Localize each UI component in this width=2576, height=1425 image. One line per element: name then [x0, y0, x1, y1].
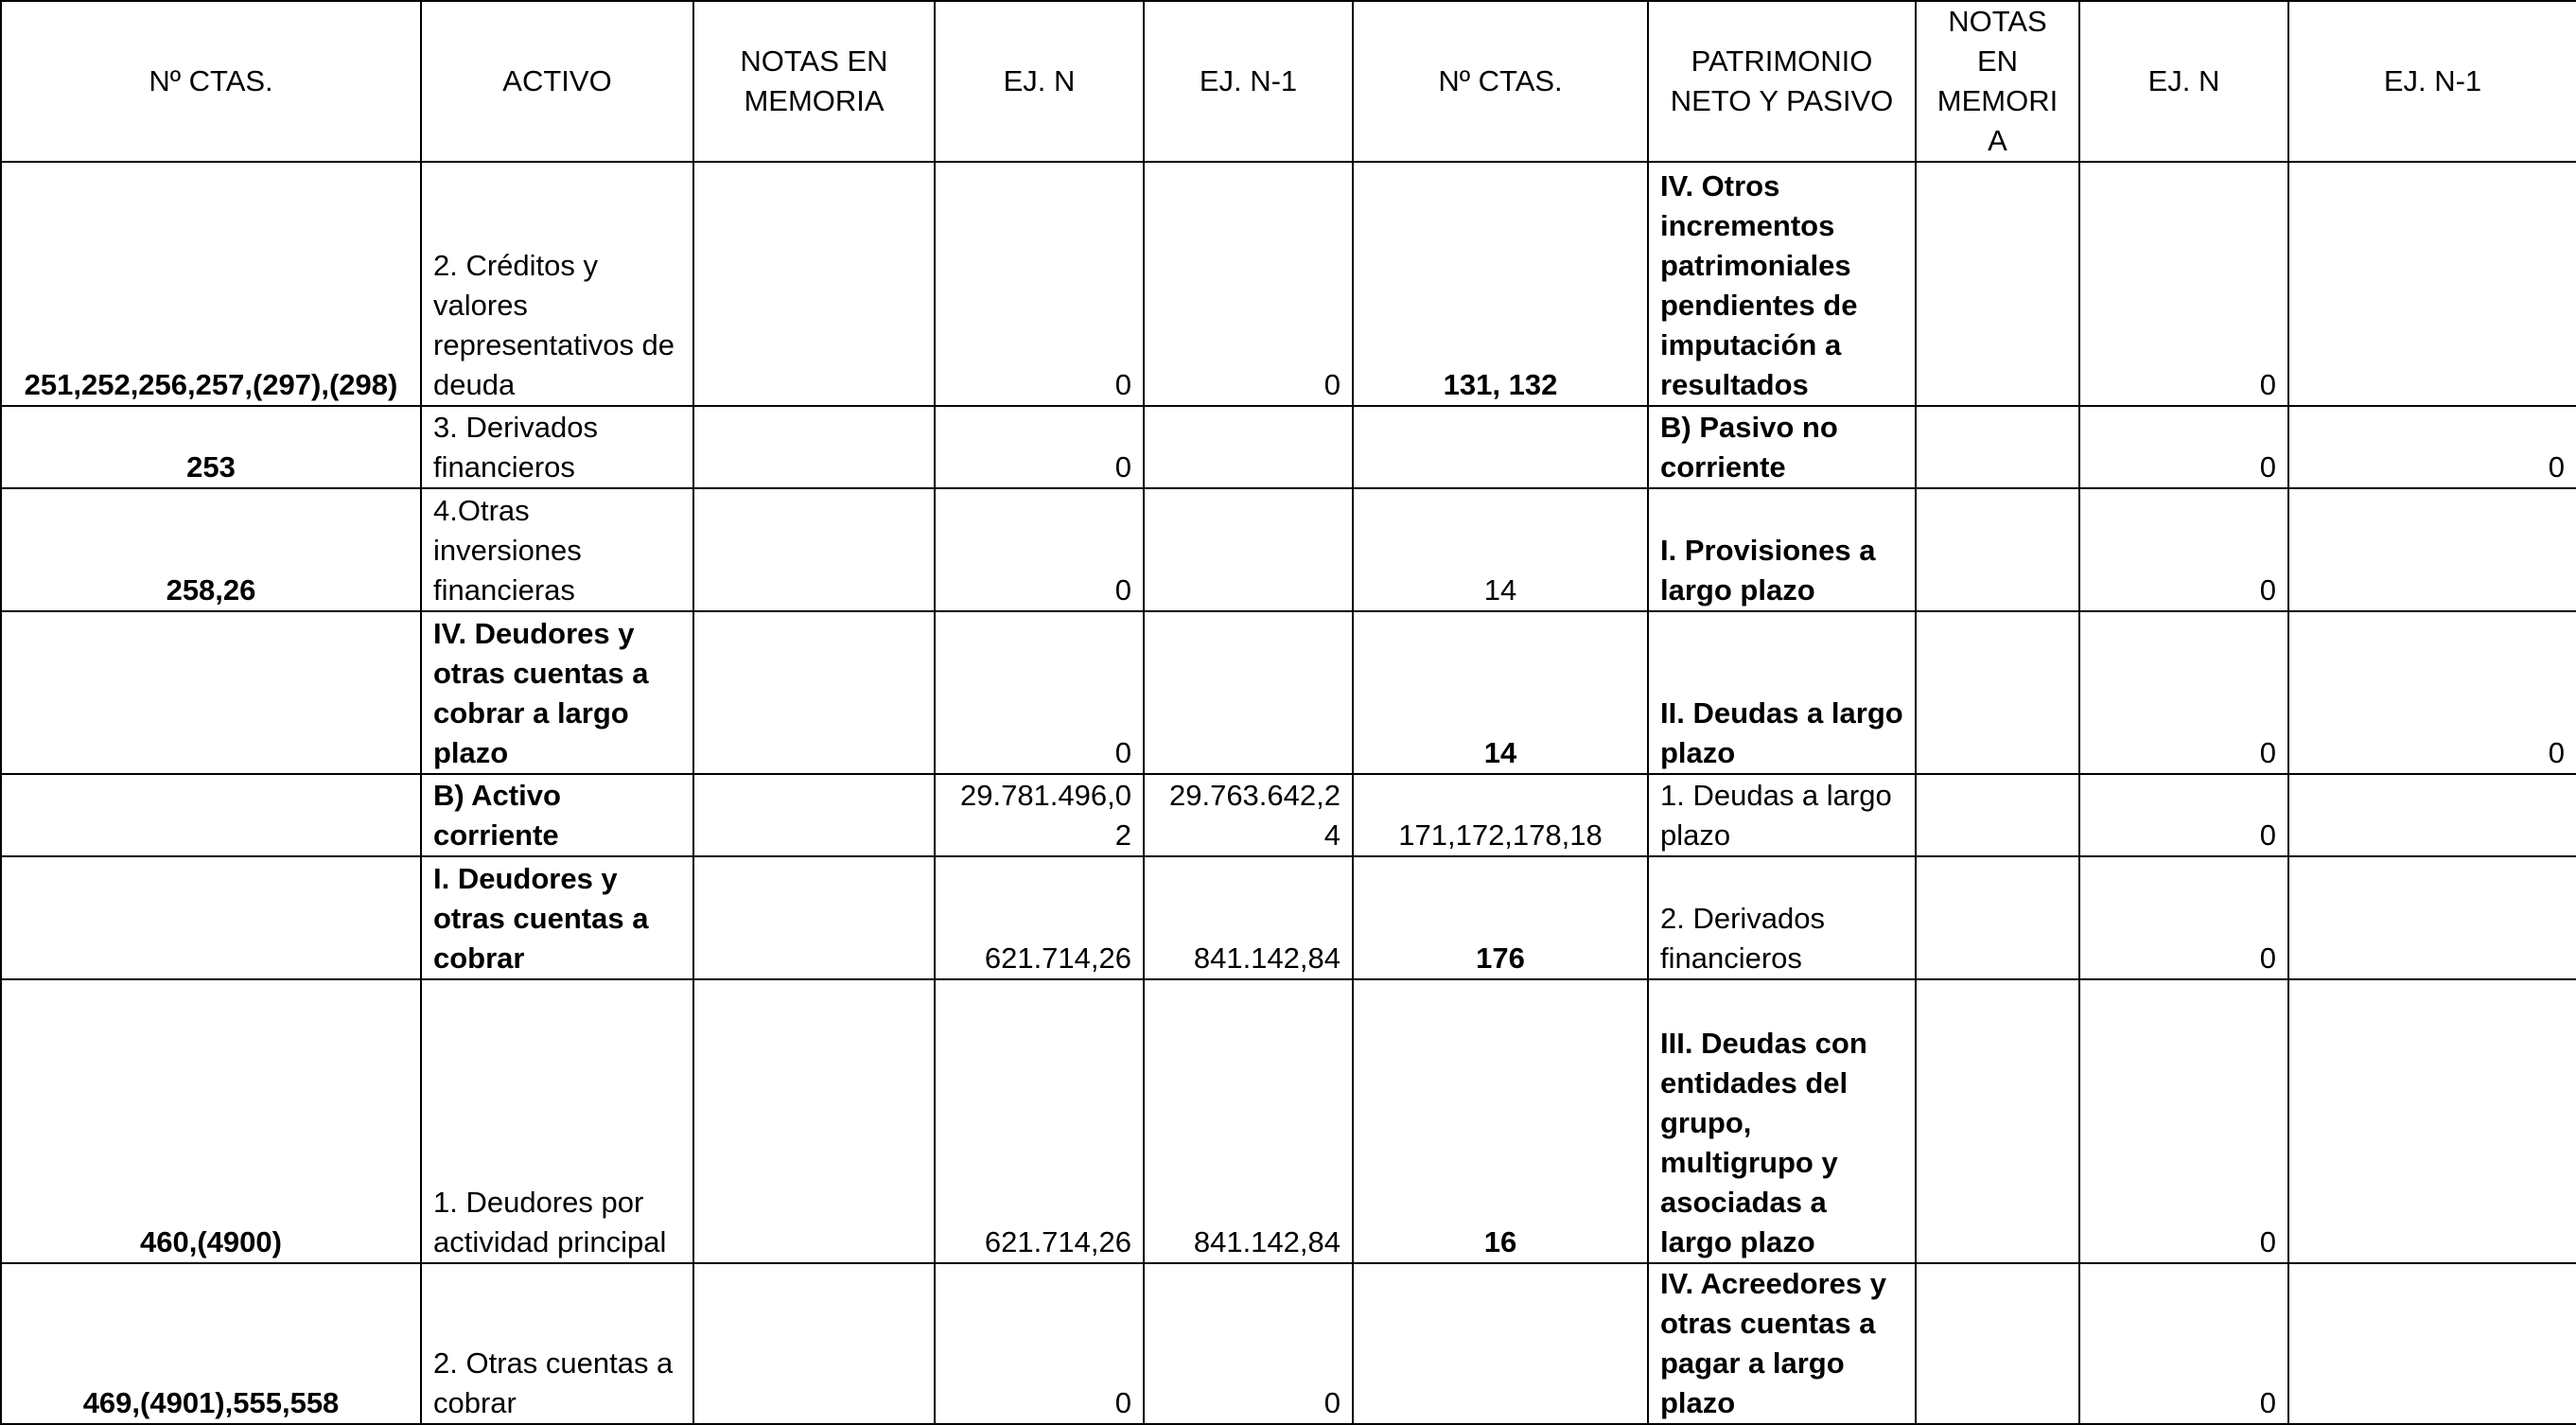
ej-n-activo-cell: 0 [935, 162, 1144, 406]
pasivo-label-cell: B) Pasivo no corriente [1648, 406, 1916, 488]
activo-label-cell: 3. Derivados financieros [421, 406, 693, 488]
ej-n-pasivo-cell: 0 [2079, 979, 2288, 1263]
notas-activo-cell [693, 774, 935, 856]
notas-activo-cell [693, 406, 935, 488]
cuentas-pasivo-cell: 131, 132 [1353, 162, 1648, 406]
pasivo-label-cell: III. Deudas con entidades del grupo, multigrupo y asociadas a largo plazo [1648, 979, 1916, 1263]
table-row [1, 488, 2576, 611]
ej-n1-activo-cell: 29.763.642,24 [1144, 774, 1353, 856]
table-row [1, 406, 2576, 488]
ej-n1-pasivo-cell [2288, 774, 2576, 856]
header-notas-pasivo: NOTAS EN MEMORIA [1916, 1, 2079, 162]
table-row [1, 856, 2576, 979]
cuentas-activo-cell: 469,(4901),555,558 [1, 1263, 421, 1424]
cuentas-pasivo-cell: 176 [1353, 856, 1648, 979]
ej-n1-activo-cell: 0 [1144, 162, 1353, 406]
activo-label-cell: 2. Créditos y valores representativos de deuda [421, 162, 693, 406]
ej-n1-activo-cell: 841.142,84 [1144, 979, 1353, 1263]
notas-activo-cell [693, 979, 935, 1263]
notas-pasivo-cell [1916, 611, 2079, 774]
ej-n-pasivo-cell: 0 [2079, 406, 2288, 488]
pasivo-label-cell: IV. Acreedores y otras cuentas a pagar a largo plazo [1648, 1263, 1916, 1424]
ej-n-pasivo-cell: 0 [2079, 1263, 2288, 1424]
activo-label-cell: I. Deudores y otras cuentas a cobrar [421, 856, 693, 979]
header-cuentas-pasivo: Nº CTAS. [1353, 1, 1648, 162]
cuentas-activo-cell: 253 [1, 406, 421, 488]
ej-n1-pasivo-cell [2288, 1263, 2576, 1424]
table-row [1, 611, 2576, 774]
ej-n1-activo-cell: 0 [1144, 1263, 1353, 1424]
ej-n1-pasivo-cell [2288, 979, 2576, 1263]
pasivo-label-cell: II. Deudas a largo plazo [1648, 611, 1916, 774]
notas-pasivo-cell [1916, 162, 2079, 406]
cuentas-activo-cell [1, 856, 421, 979]
ej-n1-pasivo-cell: 0 [2288, 611, 2576, 774]
header-pasivo: PATRIMONIO NETO Y PASIVO [1648, 1, 1916, 162]
cuentas-activo-cell: 258,26 [1, 488, 421, 611]
pasivo-label-cell: 2. Derivados financieros [1648, 856, 1916, 979]
table-row [1, 979, 2576, 1263]
cuentas-activo-cell [1, 611, 421, 774]
ej-n-activo-cell: 0 [935, 406, 1144, 488]
notas-activo-cell [693, 611, 935, 774]
ej-n1-pasivo-cell [2288, 162, 2576, 406]
activo-label-cell: IV. Deudores y otras cuentas a cobrar a largo plazo [421, 611, 693, 774]
cuentas-pasivo-cell [1353, 406, 1648, 488]
header-ej-n1-activo: EJ. N-1 [1144, 1, 1353, 162]
ej-n1-pasivo-cell: 0 [2288, 406, 2576, 488]
ej-n1-activo-cell [1144, 611, 1353, 774]
ej-n-pasivo-cell: 0 [2079, 774, 2288, 856]
notas-activo-cell [693, 162, 935, 406]
ej-n1-activo-cell [1144, 406, 1353, 488]
ej-n-activo-cell: 29.781.496,02 [935, 774, 1144, 856]
activo-label-cell: 4.Otras inversiones financieras [421, 488, 693, 611]
ej-n-activo-cell: 621.714,26 [935, 856, 1144, 979]
pasivo-label-cell: I. Provisiones a largo plazo [1648, 488, 1916, 611]
notas-pasivo-cell [1916, 1263, 2079, 1424]
table-row [1, 1263, 2576, 1424]
cuentas-pasivo-cell: 14 [1353, 488, 1648, 611]
cuentas-pasivo-cell: 171,172,178,18 [1353, 774, 1648, 856]
pasivo-label-cell: 1. Deudas a largo plazo [1648, 774, 1916, 856]
pasivo-label-cell: IV. Otros incrementos patrimoniales pendientes de imputación a resultados [1648, 162, 1916, 406]
cuentas-activo-cell: 460,(4900) [1, 979, 421, 1263]
notas-pasivo-cell [1916, 856, 2079, 979]
notas-pasivo-cell [1916, 979, 2079, 1263]
header-cuentas-activo: Nº CTAS. [1, 1, 421, 162]
ej-n-pasivo-cell: 0 [2079, 488, 2288, 611]
ej-n-activo-cell: 0 [935, 611, 1144, 774]
header-notas-activo: NOTAS EN MEMORIA [693, 1, 935, 162]
header-activo: ACTIVO [421, 1, 693, 162]
notas-pasivo-cell [1916, 774, 2079, 856]
activo-label-cell: B) Activo corriente [421, 774, 693, 856]
ej-n1-activo-cell: 841.142,84 [1144, 856, 1353, 979]
ej-n1-pasivo-cell [2288, 856, 2576, 979]
table-row [1, 162, 2576, 406]
activo-label-cell: 1. Deudores por actividad principal [421, 979, 693, 1263]
cuentas-activo-cell: 251,252,256,257,(297),(298) [1, 162, 421, 406]
notas-pasivo-cell [1916, 488, 2079, 611]
table-row [1, 774, 2576, 856]
ej-n-pasivo-cell: 0 [2079, 856, 2288, 979]
cuentas-pasivo-cell: 14 [1353, 611, 1648, 774]
ej-n-activo-cell: 0 [935, 1263, 1144, 1424]
ej-n-activo-cell: 0 [935, 488, 1144, 611]
header-ej-n1-pasivo: EJ. N-1 [2288, 1, 2576, 162]
header-row [1, 1, 2576, 162]
header-ej-n-activo: EJ. N [935, 1, 1144, 162]
ej-n-activo-cell: 621.714,26 [935, 979, 1144, 1263]
cuentas-pasivo-cell: 16 [1353, 979, 1648, 1263]
activo-label-cell: 2. Otras cuentas a cobrar [421, 1263, 693, 1424]
notas-pasivo-cell [1916, 406, 2079, 488]
ej-n-pasivo-cell: 0 [2079, 611, 2288, 774]
ej-n1-pasivo-cell [2288, 488, 2576, 611]
ej-n-pasivo-cell: 0 [2079, 162, 2288, 406]
notas-activo-cell [693, 488, 935, 611]
cuentas-activo-cell [1, 774, 421, 856]
cuentas-pasivo-cell [1353, 1263, 1648, 1424]
notas-activo-cell [693, 1263, 935, 1424]
notas-activo-cell [693, 856, 935, 979]
header-ej-n-pasivo: EJ. N [2079, 1, 2288, 162]
ej-n1-activo-cell [1144, 488, 1353, 611]
